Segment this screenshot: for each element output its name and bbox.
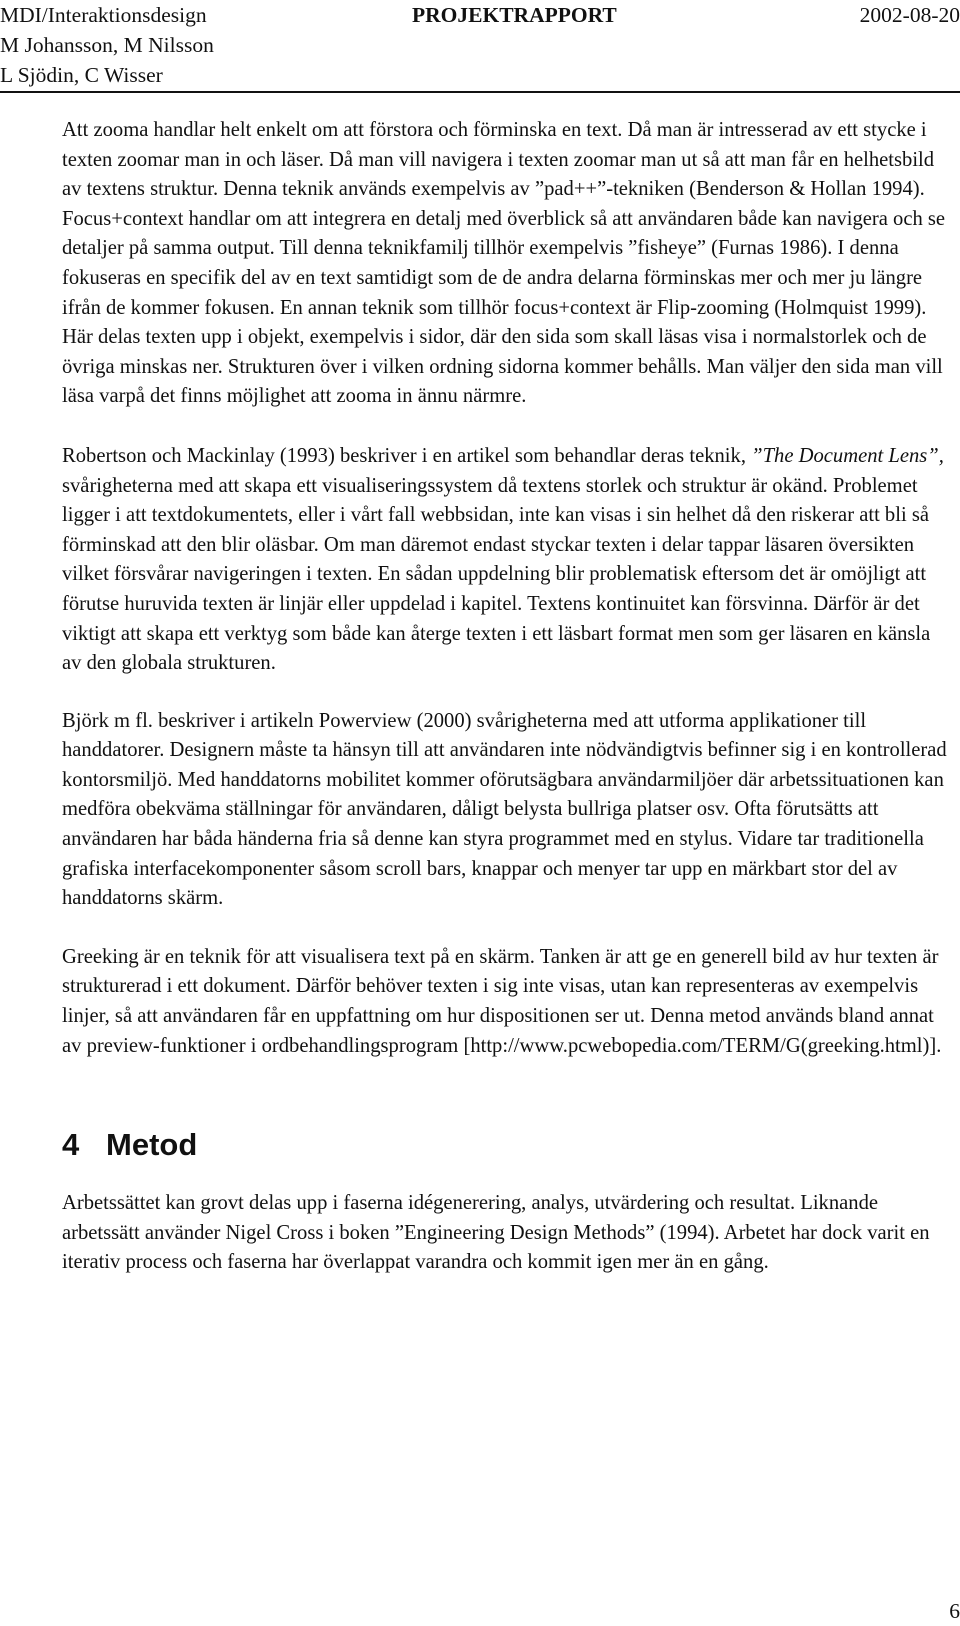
header-document-type: PROJEKTRAPPORT xyxy=(412,3,617,27)
paragraph-powerview: Björk m fl. beskriver i artikeln Powerview (2000) svårigheterna med att utforma applikationer till handdatorer. Designern måste ta hänsyn till att användaren inte nödvändigtvis befinner sig i en kontrollerad kontorsmiljö. Med handdatorns mobilitet kommer oförutsägbara användarmiljöer där arbetssituationen kan medföra obekväma ställningar för användaren, dåligt belysta bullriga platser osv. Ofta förutsätts att användaren har båda händerna fria så denne kan styra programmet med en stylus. Vidare tar traditionella grafiska interfacekomponenter såsom scroll bars, knappar och menyer tar upp en märkbart stor del av handdatorns skärm. xyxy=(62,709,947,910)
paragraph-document-lens-rest: svårigheterna med att skapa ett visualiseringssystem då textens storlek och struktur är okänd. Problemet ligger i att textdokumentets, eller i vårt fall webbsidan, inte kan visas i sin helhet då den riskerar att bli så förminskad att den blir oläsbar. Om man däremot endast styckar texten i delar tappar läsaren översikten vilket försvårar navigeringen i texten. En sådan uppdelning blir problematisk eftersom det är omöjligt att förutse huruvida texten är linjär eller uppdelad i kapitel. Textens kontinuitet kan försvinna. Därför är det viktigt att skapa ett verktyg som både kan återge texten i ett läsbart format men som ger läsaren en känsla av den globala strukturen. xyxy=(62,474,931,675)
section-number: 4 xyxy=(62,1127,80,1163)
paragraph-greeking: Greeking är en teknik för att visualisera text på en skärm. Tanken är att ge en generell bild av hur texten är strukturerad i ett dokument. Därför behöver texten i sig inte visas, utan kan representeras av exempelvis linjer, så att användaren får en uppfattning om hur dispositionen ser ut. Denna metod används bland annat av preview-funktioner i ordbehandlingsprogram [http://www.pcwebopedia.com/TERM/G(greeking.html)]. xyxy=(62,945,942,1057)
header-date: 2002-08-20 xyxy=(859,3,960,27)
header-authors-line-1: M Johansson, M Nilsson xyxy=(0,33,214,57)
document-body xyxy=(62,116,954,1278)
paragraph-method: Arbetssättet kan grovt delas upp i faserna idégenerering, analys, utvärdering och resultat. Liknande arbetssätt använder Nigel Cross i boken ”Engineering Design Methods” (1994). Arbetet har dock varit en iterativ process och faserna har överlappat varandra och kommit igen mer än en gång. xyxy=(62,1192,930,1274)
section-heading xyxy=(62,1127,954,1163)
header-divider xyxy=(0,91,960,93)
page-number: 6 xyxy=(949,1599,960,1623)
header-authors-line-2: L Sjödin, C Wisser xyxy=(0,63,163,87)
section-title: Metod xyxy=(106,1127,198,1163)
paragraph-document-lens-start: Robertson och Mackinlay (1993) beskriver i en artikel som behandlar deras teknik, xyxy=(62,444,746,467)
document-lens-title: ”The Document Lens”, xyxy=(751,444,944,467)
header-course: MDI/Interaktionsdesign xyxy=(0,3,207,27)
header-authors xyxy=(0,0,214,90)
page-header xyxy=(0,0,960,92)
paragraph-zooming: Att zooma handlar helt enkelt om att förstora och förminska en text. Då man är intresserad av ett stycke i texten zoomar man in och läser. Då man vill navigera i texten zoomar man ut så att man får en helhetsbild av textens struktur. Denna teknik används exempelvis av ”pad++”-tekniken (Benderson & Hollan 1994). Focus+context handlar om att integrera en detalj med överblick så att användaren både kan navigera och se detaljer på samma output. Till denna teknikfamilj tillhör exempelvis ”fisheye” (Furnas 1986). I denna fokuseras en specifik del av en text samtidigt som de de andra delarna förminskas mer och mer ju längre ifrån de kommer fokusen. En annan teknik som tillhör focus+context är Flip-zooming (Holmquist 1999). Här delas texten upp i objekt, exempelvis i sidor, där den sida som skall läsas visa i normalstorlek och de övriga minskas ner. Strukturen över i vilken ordning sidorna kommer behålls. Man väljer den sida man vill läsa varpå det finns möjlighet att zooma in ännu närmre. xyxy=(62,119,946,408)
paragraph-document-lens xyxy=(62,442,954,679)
